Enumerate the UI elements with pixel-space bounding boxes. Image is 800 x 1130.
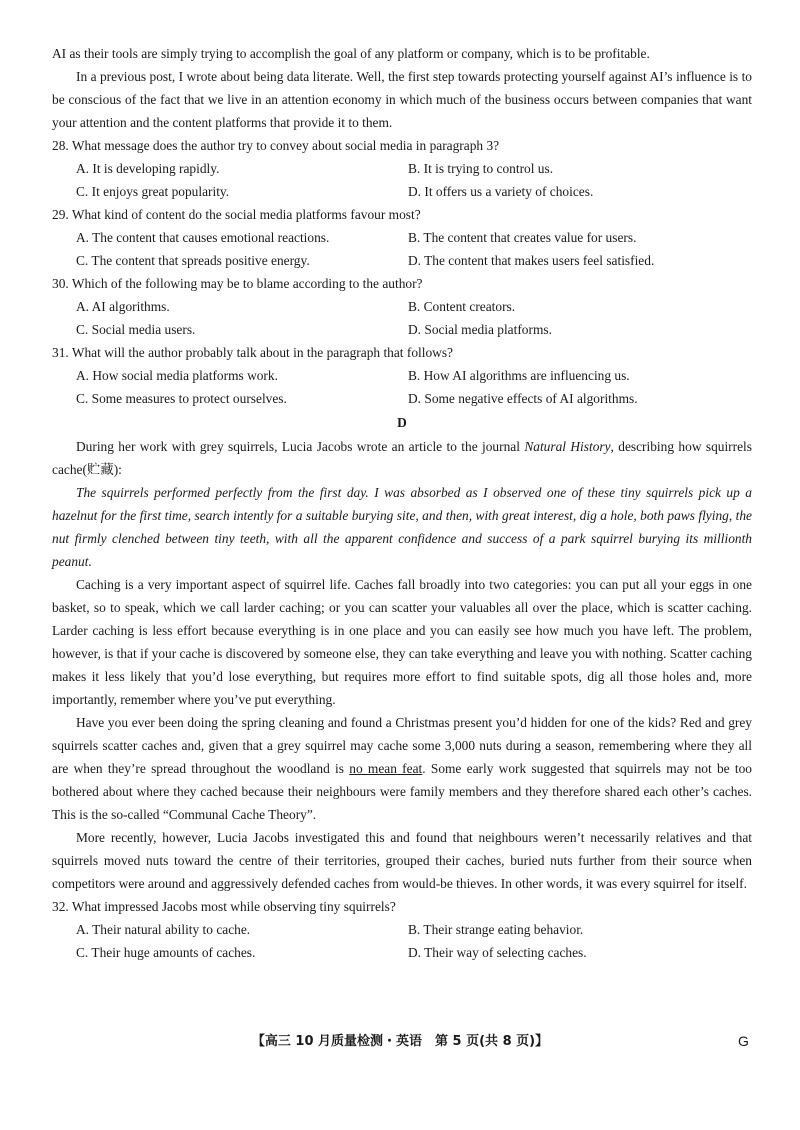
passage-d-intro xyxy=(52,435,752,481)
option-d: D. It offers us a variety of choices. xyxy=(408,184,594,199)
page-content xyxy=(52,42,752,964)
option-grid xyxy=(52,226,752,272)
question-29 xyxy=(52,203,752,272)
option-grid xyxy=(52,157,752,203)
paragraph-text: Have you ever been doing the spring cleaning and found a Christmas present you’d hidden for one of the kids? Red and grey squirrels scatter caches and, given that a grey squirrel may cache some 3,000 nuts during a season, remembering where they all are when they’re spread throughout the woodland is xyxy=(52,715,752,776)
page-footer: 【高三 10 月质量检测・英语 第 5 页(共 8 页)】 xyxy=(251,1034,549,1049)
paragraph-spring-cleaning xyxy=(52,711,752,826)
option-d: D. Social media platforms. xyxy=(408,322,552,337)
underlined-phrase: no mean feat xyxy=(349,761,423,776)
option-c: C. It enjoys great popularity. xyxy=(76,184,230,199)
question-stem: 30. Which of the following may be to blame according to the author? xyxy=(52,276,423,291)
intro-text-end: , describing how squirrels cache(贮藏): xyxy=(52,439,752,477)
option-b: B. How AI algorithms are influencing us. xyxy=(408,368,630,383)
option-d: D. The content that makes users feel satisfied. xyxy=(408,253,655,268)
option-b: B. The content that creates value for users. xyxy=(408,230,637,245)
question-stem: 32. What impressed Jacobs most while observing tiny squirrels? xyxy=(52,899,396,914)
option-d: D. Some negative effects of AI algorithms. xyxy=(408,391,638,406)
option-d: D. Their way of selecting caches. xyxy=(408,945,587,960)
paragraph-recent-research: More recently, however, Lucia Jacobs investigated this and found that neighbours weren’t necessarily relatives and that squirrels moved nuts toward the centre of their territories, grouped their caches, buried nuts further from their source when competitors were around and aggressively defended caches from would-be thieves. In other words, it was every squirrel for itself. xyxy=(52,830,752,891)
option-c: C. Social media users. xyxy=(76,322,196,337)
paragraph-caching: Caching is a very important aspect of squirrel life. Caches fall broadly into two categories: you can put all your eggs in one basket, so to speak, which we call larder caching; or you can scatter your valuables all over the place, which is scatter caching. Larder caching is less effort because everything is in one place and you can easily see how much you have left. The problem, however, is that if your cache is discovered by someone else, they can take everything and leave you with nothing. Scatter caching makes it less likely that you’d lose everything, but requires more effort to find suitable spots, dig all those holes and, more importantly, remember where you’ve put everything. xyxy=(52,577,752,707)
option-grid xyxy=(52,295,752,341)
option-a: A. AI algorithms. xyxy=(76,299,170,314)
option-a: A. It is developing rapidly. xyxy=(76,161,220,176)
question-stem: 28. What message does the author try to convey about social media in paragraph 3? xyxy=(52,138,500,153)
option-a: A. The content that causes emotional reactions. xyxy=(76,230,330,245)
intro-text: During her work with grey squirrels, Lucia Jacobs wrote an article to the journal xyxy=(76,439,525,454)
passage-c-paragraph: In a previous post, I wrote about being data literate. Well, the first step towards protecting yourself against AI’s influence is to be conscious of the fact that we live in an attention economy in which much of the business occurs between companies that want your attention and the content platforms that provide it to them. xyxy=(52,69,752,130)
question-32 xyxy=(52,895,752,964)
option-b: B. It is trying to control us. xyxy=(408,161,554,176)
section-letter-d: D xyxy=(397,415,407,430)
option-c: C. Their huge amounts of caches. xyxy=(76,945,256,960)
option-b: B. Their strange eating behavior. xyxy=(408,922,584,937)
option-a: A. How social media platforms work. xyxy=(76,368,278,383)
passage-c-last-line: AI as their tools are simply trying to accomplish the goal of any platform or company, which is to be profitable. xyxy=(52,46,650,61)
option-c: C. Some measures to protect ourselves. xyxy=(76,391,287,406)
jacobs-quote: The squirrels performed perfectly from the first day. I was absorbed as I observed one of these tiny squirrels pick up a hazelnut for the first time, search intently for a suitable burying site, and then, with great interest, dig a hole, both paws flying, the nut firmly clenched between tiny teeth, with all the apparent confidence and success of a park squirrel burying its millionth peanut. xyxy=(52,485,752,569)
question-stem: 31. What will the author probably talk about in the paragraph that follows? xyxy=(52,345,453,360)
paragraph-text-end: . Some early work suggested that squirrels may not be too bothered about where they cached because their neighbours were family members and they therefore shared each other’s caches. This is the so-called “Communal Cache Theory”. xyxy=(52,761,752,822)
question-30 xyxy=(52,272,752,341)
option-grid xyxy=(52,918,752,964)
option-a: A. Their natural ability to cache. xyxy=(76,922,251,937)
option-b: B. Content creators. xyxy=(408,299,516,314)
question-31 xyxy=(52,341,752,410)
paper-version-mark: G xyxy=(738,1033,749,1049)
journal-name: Natural History xyxy=(524,439,611,454)
question-28 xyxy=(52,134,752,203)
option-c: C. The content that spreads positive energy. xyxy=(76,253,310,268)
question-stem: 29. What kind of content do the social media platforms favour most? xyxy=(52,207,421,222)
option-grid xyxy=(52,364,752,410)
